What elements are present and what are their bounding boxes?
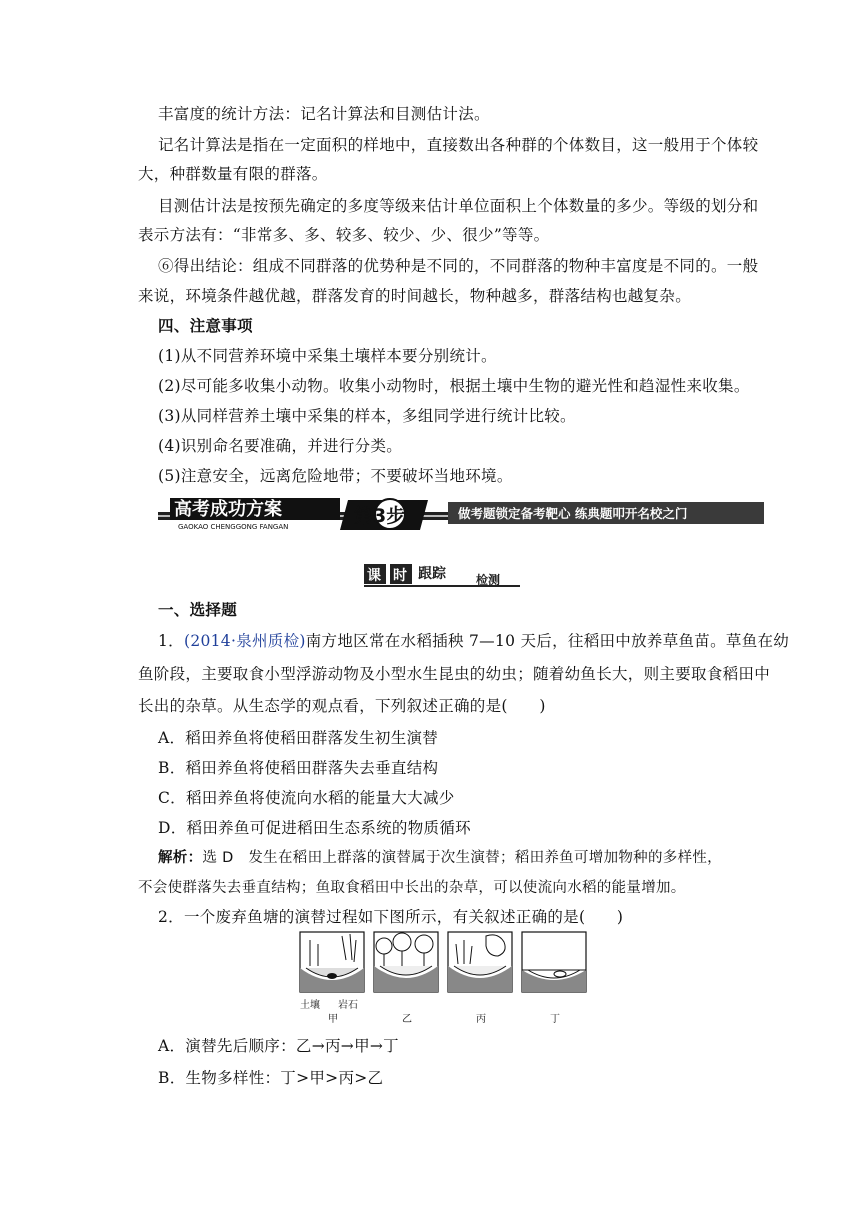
question-text: 鱼阶段，主要取食小型浮游动物及小型水生昆虫的幼虫；随着幼鱼长大，则主要取食稻田中 [138,665,771,683]
banner-step: 第3步 [354,505,406,527]
option-c: C．稻田养鱼将使流向水稻的能量大大减少 [158,789,455,807]
option-b: B．生物多样性：丁>甲>丙>乙 [158,1069,384,1087]
option-d: D．稻田养鱼可促进稻田生态系统的物质循环 [158,819,471,837]
section-banner [158,496,764,532]
question-1 [158,631,789,651]
fig-label-jia: 甲 [328,1014,338,1025]
paragraph: 丰富度的统计方法：记名计算法和目测估计法。 [158,105,490,123]
fig-label-bing: 丙 [476,1014,486,1025]
stage-bing [448,932,512,992]
explanation-text: 选 D 发生在稻田上群落的演替属于次生演替；稻田养鱼可增加物种的多样性， [202,850,722,866]
list-item: (4)识别命名要准确，并进行分类。 [158,437,403,455]
option-a: A．演替先后顺序：乙→丙→甲→丁 [158,1037,399,1055]
option-a: A．稻田养鱼将使稻田群落发生初生演替 [158,729,439,747]
question-text: 南方地区常在水稻插秧 7—10 天后，往稻田中放养草鱼苗。草鱼在幼 [305,632,790,650]
section-heading: 四、注意事项 [158,316,253,335]
list-item: (3)从同样营养土壤中采集的样本，多组同学进行统计比较。 [158,407,576,425]
banner-slogan: 做考题锁定备考靶心 练典题叩开名校之门 [458,506,688,521]
paragraph: 目测估计法是按预先确定的多度等级来估计单位面积上个体数量的多少。等级的划分和 [158,197,759,215]
question-source: (2014·泉州质检) [183,632,306,650]
fig-label-yi: 乙 [402,1014,412,1025]
sub-banner [330,560,530,590]
banner-pinyin: GAOKAO CHENGGONG FANGAN [178,523,289,531]
sub-banner-a: 课 [367,568,381,584]
sub-banner-d: 检测 [476,573,501,587]
stage-jia [300,932,364,992]
list-item: (2)尽可能多收集小动物。收集小动物时，根据土壤中生物的避光性和趋湿性来收集。 [158,377,750,395]
paragraph-cont: 大，种群数量有限的群落。 [138,165,328,183]
sub-banner-b: 时 [393,568,407,584]
option-b: B．稻田养鱼将使稻田群落失去垂直结构 [158,759,439,777]
stage-yi [374,932,438,992]
fig-label-rock: 岩石 [338,1000,358,1011]
question-2: 2．一个废弃鱼塘的演替过程如下图所示，有关叙述正确的是( ) [158,908,624,926]
stage-ding [522,932,586,992]
question-number: 1． [158,632,184,650]
questions-heading: 一、选择题 [158,600,238,619]
paragraph-cont: 来说，环境条件越优越，群落发育的时间越长，物种越多，群落结构也越复杂。 [138,287,692,305]
fig-label-soil: 土壤 [300,1000,320,1011]
fig-label-ding: 丁 [550,1014,560,1025]
explanation-label: 解析： [158,850,203,866]
paragraph: ⑥得出结论：组成不同群落的优势种是不同的，不同群落的物种丰富度是不同的。一般 [158,257,759,275]
list-item: (5)注意安全，远离危险地带；不要破坏当地环境。 [158,467,513,485]
explanation-text: 不会使群落失去垂直结构；鱼取食稻田中长出的杂草，可以使流向水稻的能量增加。 [138,880,686,896]
paragraph-cont: 表示方法有：“非常多、多、较多、较少、少、很少”等等。 [138,226,550,244]
explanation [158,848,722,868]
sub-banner-c: 跟踪 [418,566,446,582]
pond-succession-figure [298,930,594,1026]
list-item: (1)从不同营养环境中采集土壤样本要分别统计。 [158,347,497,365]
banner-title: 高考成功方案 [174,499,282,520]
paragraph: 记名计算法是指在一定面积的样地中，直接数出各种群的个体数目，这一般用于个体较 [158,136,759,154]
question-text: 长出的杂草。从生态学的观点看，下列叙述正确的是( ) [138,697,546,715]
